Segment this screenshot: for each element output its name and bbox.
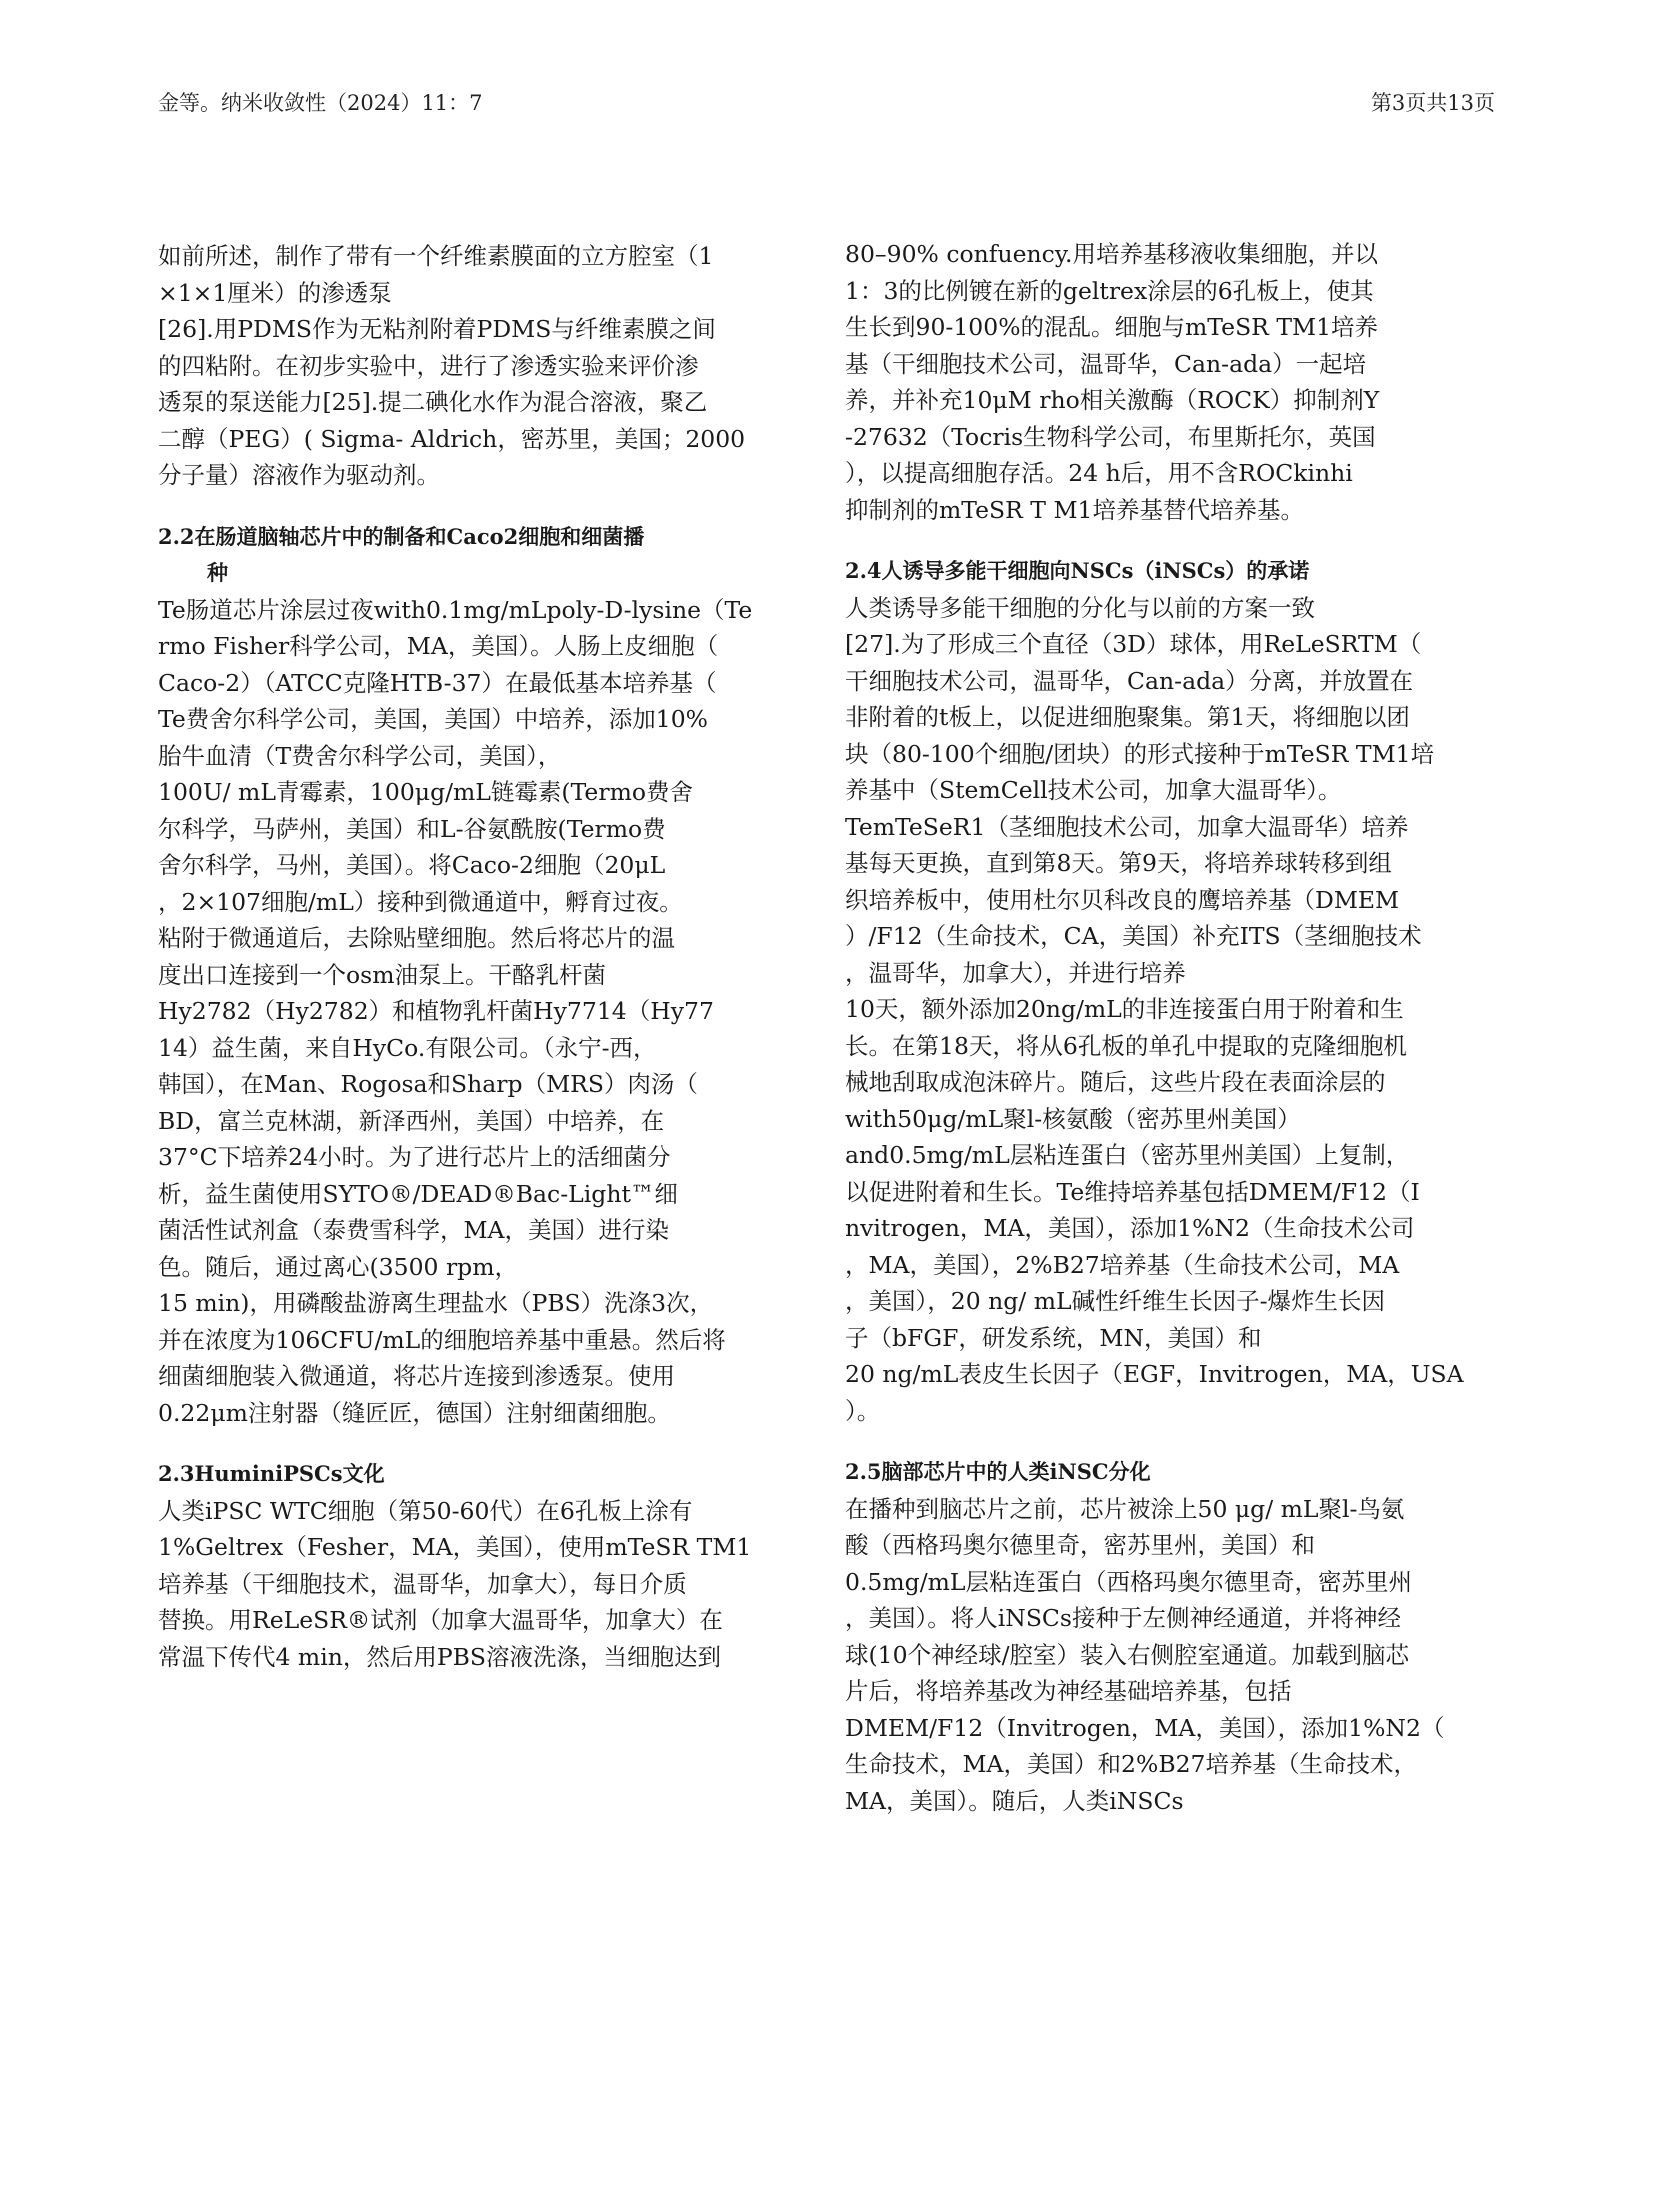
section-heading-2-4: 2.4人诱导多能干细胞向NSCs（iNSCs）的承诺	[845, 558, 1310, 583]
section-heading-2-2	[158, 519, 798, 592]
section-heading-2-2-line2: 种	[207, 560, 228, 585]
paragraph-insc-commitment: 人类诱导多能干细胞的分化与以前的方案一致 [27].为了形成三个直径（3D）球体，用ReLeSRTM（ 干细胞技术公司，温哥华，Can-ada）分离，并放置在 非附着的t板上，以促进细胞聚集。第1天，将细胞以团 块（80-100个细胞/团块）的形式接种于mTeSR TM1培 养基中（StemCell技术公司，加拿大温哥华）。 TemTeSeR1（茎细胞技术公司，加拿大温哥华）培养 基每天更换，直到第8天。第9天，将培养球转移到组 织培养板中，使用杜尔贝科改良的鹰培养基（DMEM ）/F12（生命技术，CA，美国）补充ITS（茎细胞技术 ，温哥华，加拿大），并进行培养 10天，额外添加20ng/mL的非连接蛋白用于附着和生 长。在第18天，将从6孔板的单孔中提取的克隆细胞机 械地刮取成泡沫碎片。随后，这些片段在表面涂层的 with50μg/mL聚l-核氨酸（密苏里州美国） and0.5mg/mL层粘连蛋白（密苏里州美国）上复制， 以促进附着和生长。Te维持培养基包括DMEM/F12（I nvitrogen，MA，美国），添加1%N2（生命技术公司 ，MA，美国），2%B27培养基（生命技术公司，MA ，美国），20 ng/ mL碱性纤维生长因子-爆炸生长因 子（bFGF，研发系统，MN，美国）和 20 ng/mL表皮生长因子（EGF，Invitrogen，MA，USA ）。	[845, 593, 1464, 1425]
section-heading-2-3: 2.3HuminiPSCs文化	[158, 1461, 385, 1486]
running-header	[158, 86, 1495, 120]
paragraph-hipsc-culture-cont: 80–90% confuency.用培养基移液收集细胞，并以 1：3的比例镀在新的geltrex涂层的6孔板上，使其 生长到90-100%的混乱。细胞与mTeSR TM1培养 基（干细胞技术公司，温哥华，Can-ada）一起培 养，并补充10μM rho相关激酶（ROCK）抑制剂Y -27632（Tocris生物科学公司，布里斯托尔，英国 ），以提高细胞存活。24 h后，用不含ROCkinhi 抑制剂的mTeSR T M1培养基替代培养基。	[845, 240, 1380, 524]
left-column	[158, 238, 798, 1675]
paragraph-brain-chip-differentiation: 在播种到脑芯片之前，芯片被涂上50 μg/ mL聚l-鸟氨 酸（西格玛奥尔德里奇，密苏里州，美国）和 0.5mg/mL层粘连蛋白（西格玛奥尔德里奇，密苏里州 ，美国）。将人iNSCs接种于左侧神经通道，并将神经 球(10个神经球/腔室）装入右侧腔室通道。加载到脑芯 片后，将培养基改为神经基础培养基，包括 DMEM/F12（Invitrogen，MA，美国），添加1%N2（ 生命技术，MA，美国）和2%B27培养基（生命技术， MA，美国）。随后，人类iNSCs	[845, 1494, 1445, 1815]
paragraph-hipsc-culture: 人类iPSC WTC细胞（第50-60代）在6孔板上涂有 1%Geltrex（Fesher，MA，美国），使用mTeSR TM1 培养基（干细胞技术，温哥华，加拿大），每日介质 替换。用ReLeSR®试剂（加拿大温哥华，加拿大）在 常温下传代4 min，然后用PBS溶液洗涤，当细胞达到	[158, 1496, 752, 1671]
paragraph-gut-chip-seeding: Te肠道芯片涂层过夜with0.1mg/mLpoly-D-lysine（Te rmo Fisher科学公司，MA，美国）。人肠上皮细胞（ Caco-2）（ATCC克隆HTB-37）在最低基本培养基（ Te费舍尔科学公司，美国，美国）中培养，添加10% 胎牛血清（T费舍尔科学公司，美国）， 100U/ mL青霉素，100μg/mL链霉素(Termo费舍 尔科学，马萨州，美国）和L-谷氨酰胺(Termo费 舍尔科学，马州，美国）。将Caco-2细胞（20μL ，2×107细胞/mL）接种到微通道中，孵育过夜。 粘附于微通道后，去除贴壁细胞。然后将芯片的温 度出口连接到一个osm油泵上。干酪乳杆菌 Hy2782（Hy2782）和植物乳杆菌Hy7714（Hy77 14）益生菌，来自HyCo.有限公司。（永宁-西， 韩国），在Man、Rogosa和Sharp（MRS）肉汤（ BD，富兰克林湖，新泽西州，美国）中培养，在 37°C下培养24小时。为了进行芯片上的活细菌分 析，益生菌使用SYTO®/DEAD®Bac-Light™细 菌活性试剂盒（泰费雪科学，MA，美国）进行染 色。随后，通过离心(3500 rpm， 15 min)，用磷酸盐游离生理盐水（PBS）洗涤3次， 并在浓度为106CFU/mL的细胞培养基中重悬。然后将 细菌细胞装入微通道，将芯片连接到渗透泵。使用 0.22μm注射器（缝匠匠，德国）注射细菌细胞。	[158, 595, 753, 1427]
section-heading-2-2-line1: 2.2在肠道脑轴芯片中的制备和Caco2细胞和细菌播	[158, 523, 645, 549]
page-number: 第3页共13页	[1370, 91, 1495, 115]
journal-citation: 金等。纳米收敛性（2024）11：7	[158, 91, 483, 115]
section-heading-2-5: 2.5脑部芯片中的人类iNSC分化	[845, 1459, 1151, 1484]
right-column	[845, 236, 1485, 1819]
paragraph-osmotic-pump: 如前所述，制作了带有一个纤维素膜面的立方腔室（1 ×1×1厘米）的渗透泵 [26].用PDMS作为无粘剂附着PDMS与纤维素膜之间 的四粘附。在初步实验中，进行了渗透实验来评价渗 透泵的泵送能力[25].提二碘化水作为混合溶液，聚乙 二醇（PEG）( Sigma- Aldrich，密苏里，美国；2000 分子量）溶液作为驱动剂。	[158, 242, 746, 489]
